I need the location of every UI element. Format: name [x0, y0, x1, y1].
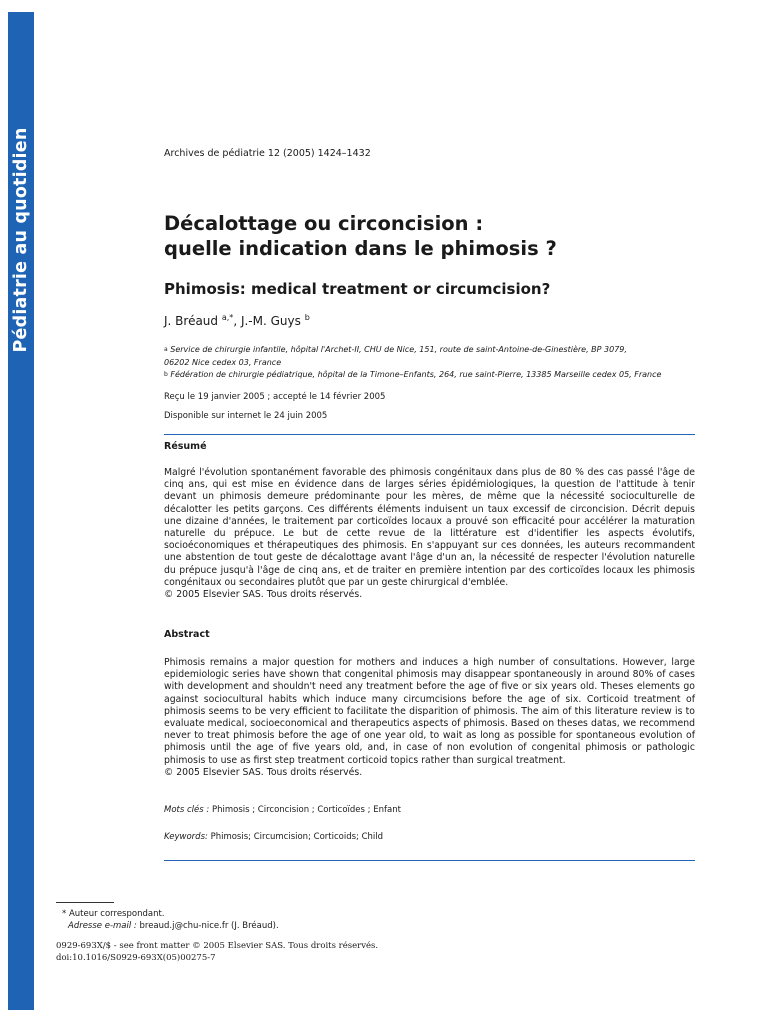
abstract-text: Phimosis remains a major question for mothers and induces a high number of consultations. However, large epidemiologic series have shown that congenital phimosis may disappear spontaneously in around 80% of cases with development and shouldn't need any treatment before the age of five or six years old. Theses elements go against sociocultural habits which induce many circumcisions before the age of six. Corticoid treatment of phimosis seems to be very efficient to facilitate the disparition of phimosis. The aim of this literature review is to evaluate medical, socioeconomical and therapeutics aspects of phimosis. Based on theses datas, we recommend never to treat phimosis before the age of one year old, to wait as long as possible for spontaneous evolution of phimosis until the age of five years old, and, in case of non evolution of congenital phimosis or pathologic phimosis to use as first step treatment corticoid topics rather than surgical treatment. [164, 657, 695, 766]
affiliation-text: Service de chirurgie infantile, hôpital l'Archet-II, CHU de Nice, 151, route de saint-Antoine-de-Ginestière, BP 3079, [170, 345, 627, 354]
doi-line: doi:10.1016/S0929-693X(05)00275-7 [56, 953, 216, 963]
footnote-corresponding: * Auteur correspondant. [62, 909, 165, 919]
divider-top [164, 434, 695, 435]
keywords-value: Phimosis; Circumcision; Corticoids; Child [207, 832, 384, 842]
author-separator: , [233, 314, 241, 328]
affiliation-b [164, 369, 695, 382]
sidebar-label: Pédiatrie au quotidien [11, 127, 31, 353]
affiliations [164, 344, 695, 382]
resume-copyright: © 2005 Elsevier SAS. Tous droits réservés. [164, 589, 363, 601]
resume-body [164, 467, 695, 601]
title-english: Phimosis: medical treatment or circumcision? [164, 280, 551, 298]
author-name: J.-M. Guys [240, 314, 301, 328]
affiliation-mark: b [164, 371, 168, 378]
abstract-body [164, 657, 695, 779]
title-french-line-2: quelle indication dans le phimosis ? [164, 237, 557, 260]
keywords [164, 832, 695, 842]
author-affiliation-mark: a,* [221, 313, 234, 322]
footnote-email [68, 920, 279, 932]
mots-cles-value: Phimosis ; Circoncision ; Corticoïdes ; Enfant [209, 805, 401, 815]
affiliation-a-continued: 06202 Nice cedex 03, France [164, 357, 282, 367]
title-french-line-1: Décalottage ou circoncision : [164, 212, 484, 235]
title-french [164, 211, 695, 261]
online-date: Disponible sur internet le 24 juin 2005 [164, 411, 328, 421]
article-dates [164, 388, 695, 426]
received-date: Reçu le 19 janvier 2005 ; accepté le 14 février 2005 [164, 392, 386, 402]
affiliation-mark: a [164, 346, 168, 353]
divider-bottom [164, 860, 695, 861]
legal-line-1: 0929-693X/$ - see front matter © 2005 Elsevier SAS. Tous droits réservés. [56, 941, 379, 951]
resume-text: Malgré l'évolution spontanément favorable des phimosis congénitaux dans plus de 80 % des cas passé l'âge de cinq ans, qui est mise en évidence dans de larges séries épidémiologiques, la question de l'attitude à tenir devant un phimosis demeure prédominante pour les mères, de même que la nécessité socioculturelle de décalotter les petits garçons. Ces différents éléments induisent un taux excessif de circoncision. Décrit depuis une dizaine d'années, le traitement par corticoïdes locaux a prouvé son efficacité pour accélérer la maturation naturelle du prépuce. Le but de cette revue de la littérature est d'identifier les aspects évolutifs, socioéconomiques et thérapeutiques des phimosis. En s'appuyant sur ces données, les auteurs recommandent une abstention de tout geste de décalottage avant l'âge d'un an, la nécessité de respecter l'évolution naturelle du prépuce jusqu'à l'âge de cinq ans, et de traiter en première intention par des corticoïdes locaux les phimosis congénitaux ou secondaires plutôt que par un geste chirurgical d'emblée. [164, 467, 695, 588]
abstract-heading: Abstract [164, 629, 210, 640]
footnote-rule [56, 902, 114, 903]
email-value: breaud.j@chu-nice.fr (J. Bréaud). [136, 921, 279, 931]
mots-cles-label: Mots clés : [164, 805, 210, 815]
email-label: Adresse e-mail : [68, 921, 137, 931]
author-name: J. Bréaud [164, 314, 219, 328]
affiliation-a [164, 344, 695, 357]
resume-heading: Résumé [164, 441, 207, 452]
mots-cles [164, 805, 695, 815]
affiliation-text: Fédération de chirurgie pédiatrique, hôpital de la Timone–Enfants, 264, rue saint-Pierre, 13385 Marseille cedex 05, France [170, 370, 662, 379]
author-list [164, 314, 695, 328]
author-affiliation-mark: b [304, 313, 310, 322]
keywords-label: Keywords: [164, 832, 208, 842]
abstract-copyright: © 2005 Elsevier SAS. Tous droits réservés. [164, 766, 363, 778]
journal-reference: Archives de pédiatrie 12 (2005) 1424–1432 [164, 148, 371, 159]
